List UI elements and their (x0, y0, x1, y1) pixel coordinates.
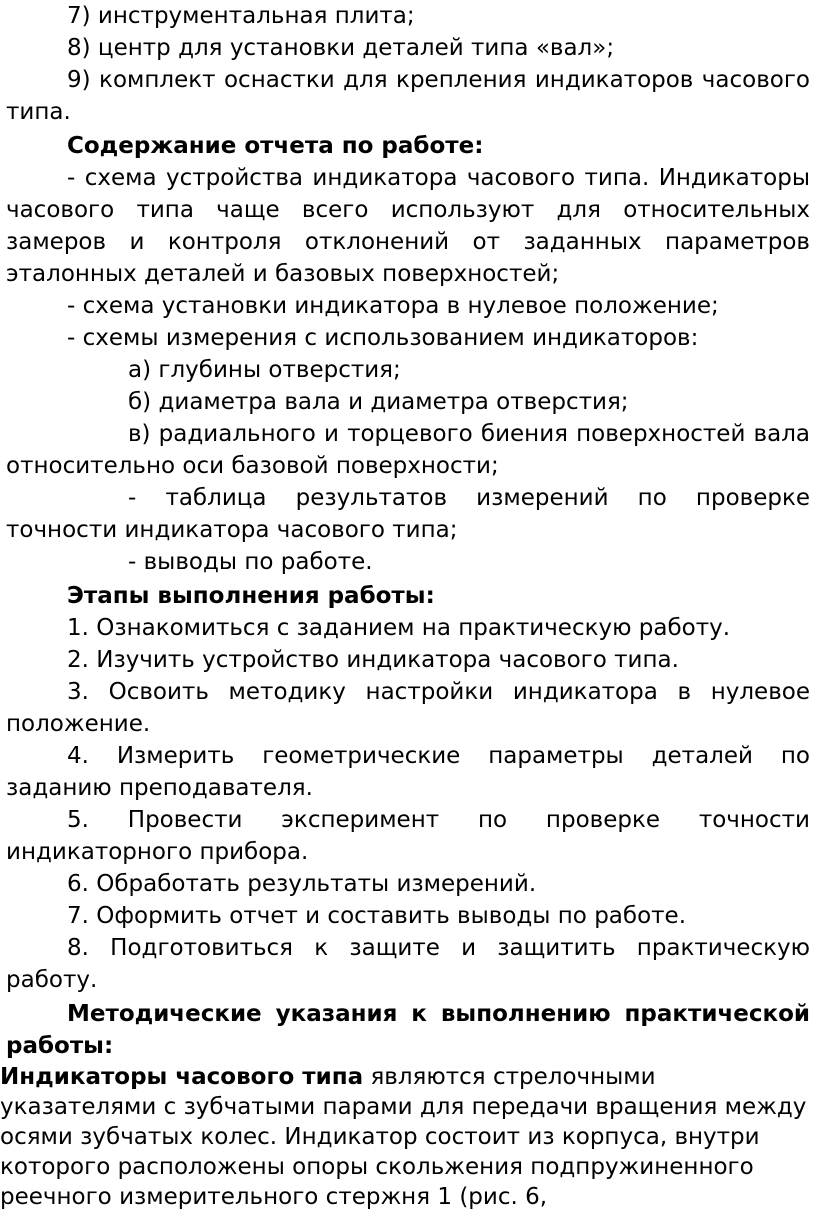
stage-item: 6. Обработать результаты измерений. (67, 871, 537, 897)
equipment-item-8: 8) центр для установки деталей типа «вал»; (67, 35, 615, 61)
report-subitem-c: в) радиального и торцевого биения поверхностей вала относительно оси базовой поверхности; (6, 421, 810, 479)
report-item-4: - таблица результатов измерений по проверке точности индикатора часового типа; (6, 485, 810, 543)
guidelines-lead-term: Индикаторы часового типа (0, 1064, 364, 1090)
equipment-item-7: 7) инструментальная плита; (67, 3, 415, 29)
stage-item: 3. Освоить методику настройки индикатора в нулевое положение. (6, 679, 810, 737)
stage-item: 7. Оформить отчет и составить выводы по работе. (67, 903, 687, 929)
report-item-2: - схема установки индикатора в нулевое положение; (67, 293, 719, 319)
stage-item: 8. Подготовиться к защите и защитить практическую работу. (6, 935, 810, 993)
report-subitem-b: б) диаметра вала и диаметра отверстия; (128, 389, 629, 415)
equipment-item-9: 9) комплект оснастки для крепления индикаторов часового типа. (6, 67, 810, 125)
stage-item: 4. Измерить геометрические параметры деталей по заданию преподавателя. (6, 743, 810, 801)
stage-item: 1. Ознакомиться с заданием на практическую работу. (67, 615, 731, 641)
report-item-5: - выводы по работе. (128, 549, 373, 575)
report-heading: Содержание отчета по работе: (67, 133, 484, 159)
guidelines-lead-text: являются стрелочными указателями с зубчатыми парами для передачи вращения между осями зубчатых колес. Индикатор состоит из корпуса, внутри которого расположены опоры скольжения подпружиненного реечного измерительного стержня 1 (рис. 6, (0, 1064, 807, 1210)
guidelines-paragraph (0, 1062, 816, 1212)
guidelines-heading: Методические указания к выполнению практической работы: (6, 1001, 810, 1059)
stages-heading: Этапы выполнения работы: (67, 583, 435, 609)
stage-item: 5. Провести эксперимент по проверке точности индикаторного прибора. (6, 807, 810, 865)
stage-item: 2. Изучить устройство индикатора часового типа. (67, 647, 679, 673)
report-item-1: - схема устройства индикатора часового типа. Индикаторы часового типа чаще всего используют для относительных замеров и контроля отклонений от заданных параметров эталонных деталей и базовых поверхностей; (6, 165, 810, 287)
report-subitem-a: а) глубины отверстия; (128, 357, 401, 383)
report-item-3: - схемы измерения с использованием индикаторов: (67, 325, 699, 351)
